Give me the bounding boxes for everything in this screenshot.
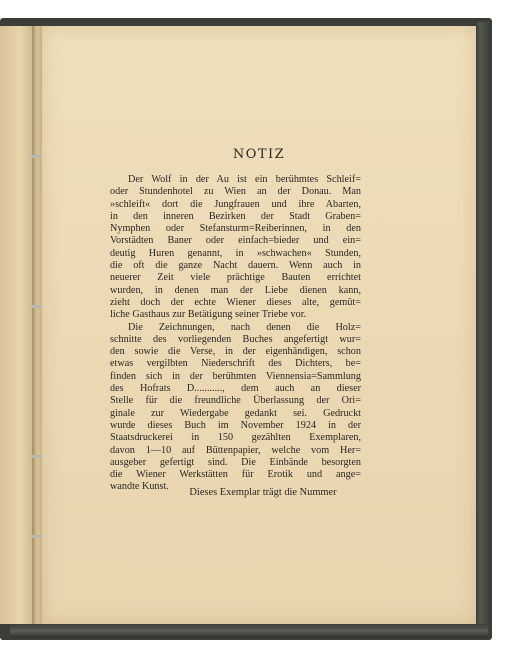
text-line: deutig Huren genannt, in »schwachen« Stunden, bbox=[110, 247, 361, 259]
cover-edge-right bbox=[474, 22, 490, 634]
text-line: die oft die ganze Nacht dauern. Wenn auch in bbox=[110, 260, 361, 272]
text-line: »schleift« dort die Jungfrauen und ihre Abarten, bbox=[110, 198, 361, 210]
text-line: zieht doch der echte Wiener dieses alte, gemüt= bbox=[110, 296, 361, 308]
text-line: Stelle für die freundliche Überlassung der Ori= bbox=[110, 395, 361, 407]
notice-text bbox=[110, 174, 361, 494]
text-line: die Wiener Werkstätten für Erotik und ange= bbox=[110, 469, 361, 481]
text-line: wurde dieses Buch im November 1924 in der bbox=[110, 419, 361, 431]
text-line: in den inneren Bezirken der Stadt Graben= bbox=[110, 210, 361, 222]
text-line: ginale zur Wiedergabe gedankt sei. Gedruckt bbox=[110, 407, 361, 419]
text-line: Der Wolf in der Au ist ein berühmtes Schleif= bbox=[128, 174, 361, 185]
text-line: oder Stundenhotel zu Wien an der Donau. Man bbox=[110, 186, 361, 198]
text-line: wandte Kunst. bbox=[110, 481, 169, 493]
text-line: davon 1—10 auf Büttenpapier, welche vom Her= bbox=[110, 444, 361, 456]
text-line: schnitte des vorliegenden Buches angefertigt wur= bbox=[110, 333, 361, 345]
text-line: Die Zeichnungen, nach denen die Holz= bbox=[128, 321, 361, 333]
text-line: Staatsdruckerei in 150 gezählten Exemplaren, bbox=[110, 432, 361, 444]
cover-edge-bottom bbox=[10, 624, 488, 638]
paragraph-1 bbox=[110, 174, 361, 322]
text-line: liche Gasthaus zur Betätigung seiner Triebe vor. bbox=[110, 309, 307, 321]
left-page bbox=[0, 26, 34, 624]
exemplar-line: Dieses Exemplar trägt die Nummer bbox=[189, 487, 337, 498]
text-line: finden sich in der berühmten Viennensia=Sammlung bbox=[110, 370, 361, 382]
text-line: ausgeber gefertigt sind. Die Einbände besorgten bbox=[110, 456, 361, 468]
text-line: etwas vergilbten Niederschrift des Dichters, be= bbox=[110, 358, 361, 370]
text-line: den sowie die Verse, in der eigenhändigen, schon bbox=[110, 346, 361, 358]
paragraph-2 bbox=[110, 322, 361, 494]
text-line: des Hofrats D..........., dem auch an dieser bbox=[110, 383, 361, 395]
text-line: wurden, in denen man der Liebe dienen kann, bbox=[110, 284, 361, 296]
text-line: Vorstädten Baner oder einfach=bieder und ein= bbox=[110, 235, 361, 247]
text-line: neuerer Zeit viele prächtige Bauten errichtet bbox=[110, 272, 361, 284]
text-line: Nymphen oder Stefansturm=Reiberinnen, in den bbox=[110, 223, 361, 235]
page-title: NOTIZ bbox=[232, 147, 286, 162]
